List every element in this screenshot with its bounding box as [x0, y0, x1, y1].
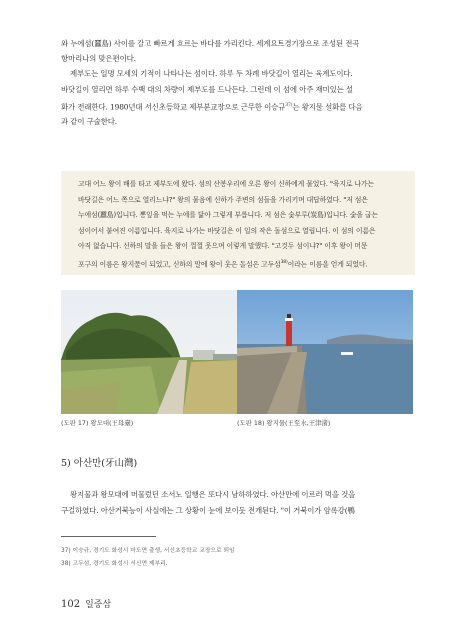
footnote-ref-37[interactable]: 37) — [285, 103, 293, 108]
body-text-line — [61, 98, 413, 115]
quote-line: 바닷길은 어느 쪽으로 열리느냐?" 왕의 물음에 신하가 주변의 섬들을 가리키며 대답하였다. "저 섬은 — [78, 195, 368, 204]
page-number: 102 — [61, 599, 81, 610]
body-text-line: 왕지물과 왕모대에 머물렀던 소서노 일행은 또다시 남하하였다. 아산만에 이르러 먹을 것을 — [70, 490, 356, 499]
quote-line: 아직 없습니다. 신하의 말을 들은 왕이 껄껄 웃으며 이렇게 말했다. "고것두 섬이냐?" 이후 왕이 머문 — [78, 242, 368, 251]
photo-wangmodae — [61, 290, 237, 414]
footnote-divider — [61, 536, 156, 537]
quote-box — [61, 171, 415, 275]
footnote-38: 38) 고두섬, 경기도 화성시 서신면 제부리. — [61, 561, 168, 567]
caption-right: (도판 18) 왕지물(王至水,王津渚) — [237, 419, 331, 427]
body-text-line: 바닷길이 열리면 하루 수백 대의 차량이 제부도를 드나든다. 그런데 이 섬에 아주 재미있는 설 — [61, 85, 353, 94]
quote-line: 섬이어서 붙여진 이름입니다. 육지로 나가는 바닷길은 이 일의 작은 돌섬으로 열립니다. 이 섬의 이름은 — [78, 226, 376, 235]
body-text-line: 구걸하였다. 아산거북능이 사실에는 그 상황이 눈에 보이듯 전개된다. "이 거북이가 암록강(鴨 — [61, 506, 355, 515]
page-footer — [61, 597, 111, 610]
footnote-37: 37) 이승규, 경기도 화성시 마도면 출생, 서신초등학교 교장으로 퇴임 — [61, 548, 235, 554]
quote-text: 포구의 이름은 왕지물이 되었고, 신하의 말에 왕이 웃은 돌섬은 고두섬 — [78, 260, 281, 269]
running-title: 일중삼 — [85, 600, 112, 610]
quote-line: 고대 어느 왕이 배를 타고 제부도에 왔다. 섬의 산봉우리에 오른 왕이 신하에게 물었다. "육지로 나가는 — [78, 180, 374, 188]
photo-wangjimul — [237, 290, 413, 414]
quote-line: 누에섬(蠶島)입니다. 뽕잎을 먹는 누에를 닮아 그렇게 부릅니다. 저 섬은 숯부루(炭島)입니다. 숯을 굽는 — [78, 211, 378, 220]
body-text-line: 항마리나의 맞은편이다. — [61, 54, 136, 63]
body-text-line: 와 누에섬(蠶島) 사이를 갈고 빠르게 흐르는 바다를 가리킨다. 세계요트경기장으로 조성된 전곡 — [61, 39, 360, 48]
body-text-line: 과 같이 구술한다. — [61, 117, 118, 126]
body-text: 는 왕지물 설화를 다음 — [292, 102, 363, 112]
quote-text: 이라는 이름을 얻게 되었다. — [287, 260, 368, 269]
footnote-ref-38[interactable]: 38) — [280, 259, 288, 265]
body-text: 화가 전래한다. 1980년대 서신초등학교 제부분교장으로 근무한 이승규 — [61, 102, 286, 112]
section-heading: 5) 아산만(牙山灣) — [61, 458, 138, 469]
caption-left: (도판 17) 왕모대(王母臺) — [61, 419, 134, 427]
body-text-line: 제부도는 일명 모세의 기적이 나타나는 섬이다. 하루 두 차례 바닷길이 열리는 육계도이다. — [70, 69, 353, 78]
quote-line — [78, 255, 405, 273]
